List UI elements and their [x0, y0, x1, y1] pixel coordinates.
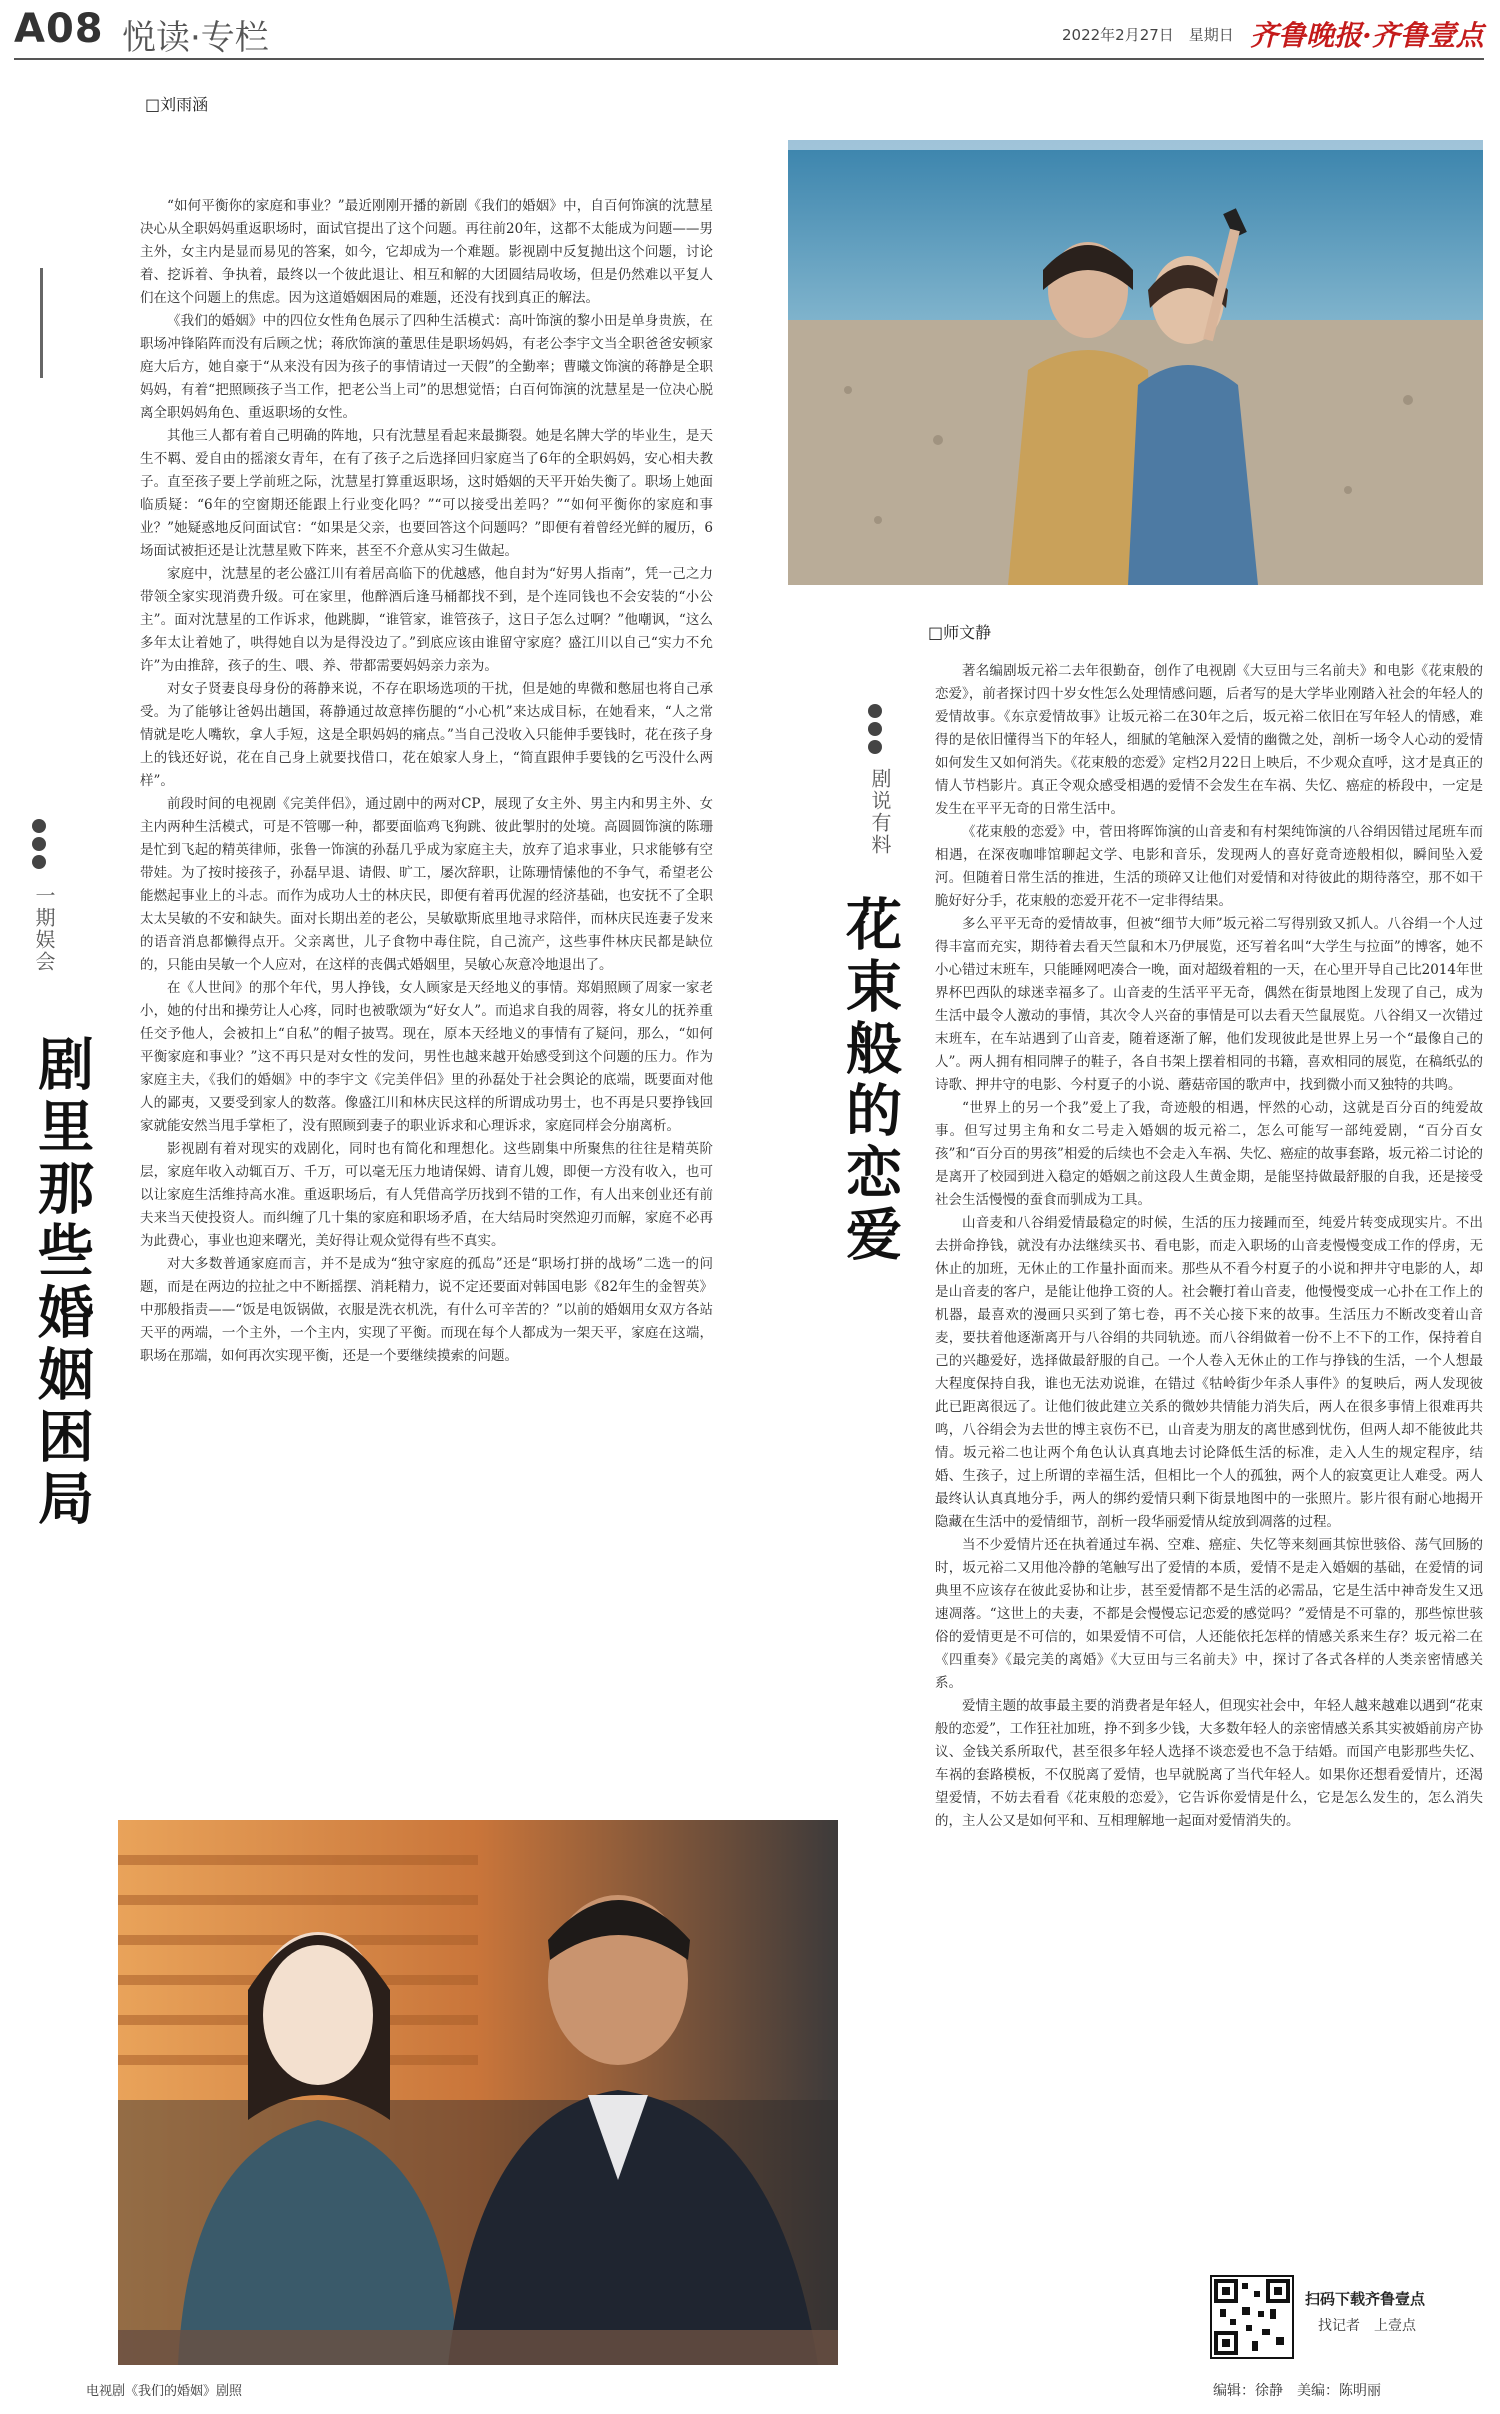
left-deco-line [40, 268, 43, 378]
left-article-body [140, 195, 713, 1790]
right-article-title: 花束般的恋爱 [837, 895, 903, 1267]
editor-credits: 编辑：徐静 美编：陈明丽 [1213, 2383, 1381, 2399]
right-paragraph: 爱情主题的故事最主要的消费者是年轻人，但现实社会中，年轻人越来越难以遇到“花束般的恋爱”，工作狂社加班，挣不到多少钱，大多数年轻人的亲密情感关系其实被婚前房产协议、金钱关系所取代，甚至很多年轻人选择不谈恋爱也不急于结婚。而国产电影那些失忆、车祸的套路模板，不仅脱离了爱情，也早就脱离了当代年轻人。如果你还想看爱情片，还渴望爱情，不妨去看看《花束般的恋爱》，它告诉你爱情是什么，它是怎么发生的，怎么消失的，主人公又是如何平和、互相理解地一起面对爱情消失的。 [935, 1698, 1483, 1829]
left-column-tag: 一期娱会 [32, 885, 56, 973]
qr-code[interactable] [1210, 2275, 1294, 2359]
qr-label-primary: 扫码下载齐鲁壹点 [1305, 2290, 1426, 2308]
qr-pattern [1212, 2277, 1292, 2357]
qr-label-secondary: 找记者 上壹点 [1318, 2318, 1416, 2334]
left-paragraph: 其他三人都有着自己明确的阵地，只有沈慧星看起来最撕裂。她是名牌大学的毕业生，是天生不羁、爱自由的摇滚女青年，在有了孩子之后选择回归家庭当了6年的全职妈妈，安心相夫教子。直至孩子要上学前班之际，沈慧星打算重返职场，这时婚姻的天平开始失衡了。职场上她面临质疑：“6年的空窗期还能跟上行业变化吗？”“可以接受出差吗？”“如何平衡你的家庭和事业？”她疑惑地反问面试官：“如果是父亲，也要回答这个问题吗？”即便有着曾经光鲜的履历，6场面试被拒还是让沈慧星败下阵来，甚至不介意从实习生做起。 [140, 428, 713, 559]
page-header [0, 0, 1500, 62]
left-paragraph: “如何平衡你的家庭和事业？”最近刚刚开播的新剧《我们的婚姻》中，自百何饰演的沈慧星决心从全职妈妈重返职场时，面试官提出了这个问题。再往前20年，这都不太能成为问题——男主外，女主内是显而易见的答案，如今，它却成为一个难题。影视剧中反复抛出这个问题，讨论着、挖诉着、争执着，最终以一个彼此退让、相互和解的大团圆结局收场，但是仍然难以平复人们在这个问题上的焦虑。因为这道婚姻困局的难题，还没有找到真正的解法。 [140, 198, 713, 306]
left-paragraph: 家庭中，沈慧星的老公盛江川有着居高临下的优越感，他自封为“好男人指南”，凭一己之力带领全家实现消费升级。可在家里，他醉酒后逢马桶都找不到，是个连同钱也不会安装的“小公主”。面对沈慧星的工作诉求，他跳脚，“谁管家，谁管孩子，这日子怎么过啊？”他嘲讽，“这么多年太让着她了，哄得她自以为是得没边了。”到底应该由谁留守家庭？盛江川以自己“实力不允许”为由推辞，孩子的生、喂、养、带都需要妈妈亲力亲为。 [140, 566, 713, 674]
right-paragraph: 多么平平无奇的爱情故事，但被“细节大师”坂元裕二写得别致又抓人。八谷绢一个人过得丰富而充实，期待着去看天竺鼠和木乃伊展览，还写着名叫“大学生与拉面”的博客，她不小心错过末班车，只能睡网吧凑合一晚，面对超级着粗的一天，在心里开导自己比2014年世界杯巴西队的球迷幸福多了。山音麦的生活平平无奇，偶然在街景地图上发现了自己，成为生活中最令人激动的事情，其次令人兴奋的事情是可以去看天竺鼠展览。八谷绢又一次错过末班车，在车站遇到了山音麦，随着逐渐了解，他们发现彼此是世界上另一个“最像自己的人”。两人拥有相同牌子的鞋子，各自书架上摆着相同的书籍，喜欢相同的展览，在稿纸弘的诗歌、押井守的电影、今村夏子的小说、蘑菇帝国的歌声中，找到微小而又独特的共鸣。 [935, 916, 1483, 1093]
left-article-title: 剧里那些婚姻困局 [29, 1035, 95, 1531]
left-paragraph: 影视剧有着对现实的戏剧化，同时也有简化和理想化。这些剧集中所聚焦的往往是精英阶层，家庭年收入动辄百万、千万，可以毫无压力地请保姆、请育儿嫂，即便一方没有收入，也可以让家庭生活维持高水准。重返职场后，有人凭借高学历找到不错的工作，有人出来创业还有前夫来当天使投资人。而纠缠了几十集的家庭和职场矛盾，在大结局时突然迎刃而解，家庭不必再为此费心，事业也迎来曙光，美好得让观众觉得有些不真实。 [140, 1141, 713, 1249]
right-paragraph: 当不少爱情片还在执着通过车祸、空难、癌症、失忆等来刻画其惊世骇俗、荡气回肠的时，坂元裕二又用他冷静的笔触写出了爱情的本质，爱情不是走入婚姻的基础，在爱情的词典里不应该存在彼此妥协和让步，甚至爱情都不是生活的必需品，它是生活中神奇发生又迅速凋落。“这世上的夫妻，不都是会慢慢忘记恋爱的感觉吗？”爱情是不可靠的，那些惊世骇俗的爱情更是不可信的，如果爱情不可信，人还能依托怎样的情感关系来生存？坂元裕二在《四重奏》《最完美的离婚》《大豆田与三名前夫》中，探讨了各式各样的人类亲密情感关系。 [935, 1537, 1483, 1691]
right-column-dots [868, 700, 882, 758]
film-still-photo [788, 140, 1483, 585]
left-paragraph: 《我们的婚姻》中的四位女性角色展示了四种生活模式：高叶饰演的黎小田是单身贵族，在职场冲锋陷阵而没有后顾之忧；蒋欣饰演的董思佳是职场妈妈，有老公李宇文当全职爸爸安顿家庭大后方，她自豪于“从来没有因为孩子的事情请过一天假”的全勤率；曹曦文饰演的蒋静是全职妈妈，有着“把照顾孩子当工作，把老公当上司”的思想觉悟；白百何饰演的沈慧星是一位决心脱离全职妈妈角色、重返职场的女性。 [140, 313, 713, 421]
header-rule [14, 58, 1484, 60]
section-name: 悦读·专栏 [122, 18, 269, 58]
drama-still-photo [118, 1820, 838, 2365]
right-paragraph: 《花束般的恋爱》中，菅田将晖饰演的山音麦和有村架纯饰演的八谷绢因错过尾班车而相遇，在深夜咖啡馆聊起文学、电影和音乐，发现两人的喜好竟奇迹般相似，瞬间坠入爱河。但随着日常生活的推进，生活的琐碎又让他们对爱情和对待彼此的期待落空，那不如干脆好好分手，花束般的恋爱开花不一定非得结果。 [935, 824, 1483, 909]
right-paragraph: 山音麦和八谷绢爱情最稳定的时候，生活的压力接踵而至，纯爱片转变成现实片。不出去拼命挣钱，就没有办法继续买书、看电影，而走入职场的山音麦慢慢变成工作的俘虏，无休止的加班，无休止的工作量扑面而来。那些从不看今村夏子的小说和押井守电影的人，却是山音麦的客户，是能让他挣工资的人。社会鞭打着山音麦，他慢慢变成一心扑在工作上的机器，最喜欢的漫画只买到了第七卷，再不关心接下来的故事。生活压力不断改变着山音麦，要扶着他逐渐离开与八谷绢的共同轨迹。而八谷绢做着一份不上不下的工作，保持着自己的兴趣爱好，选择做最舒服的自己。一个人卷入无休止的工作与挣钱的生活，一个人想最大程度保持自我，谁也无法劝说谁，在错过《牯岭街少年杀人事件》的复映后，两人发现彼此已距离很远了。让他们彼此建立关系的微妙共情能力消失后，两人在很多事情上很难再共鸣，八谷绢会为去世的博主哀伤不已，山音麦为朋友的离世感到忧伤，但两人却不能彼此共情。坂元裕二也让两个角色认认真真地去讨论降低生活的标准，走入人生的规定程序，结婚、生孩子，过上所谓的幸福生活，但相比一个人的孤独，两个人的寂寞更让人难受。两人最终认认真真地分手，两人的绑约爱情只剩下街景地图中的一张照片。影片很有耐心地揭开隐藏在生活中的爱情细节，剖析一段华丽爱情从绽放到凋落的过程。 [935, 1215, 1483, 1530]
right-paragraph: 著名编剧坂元裕二去年很勤奋，创作了电视剧《大豆田与三名前夫》和电影《花束般的恋爱》，前者探讨四十岁女性怎么处理情感问题，后者写的是大学毕业刚踏入社会的年轻人的爱情故事。《东京爱情故事》让坂元裕二在30年之后，坂元裕二依旧在写年轻人的情感，难得的是依旧懂得当下的年轻人，细腻的笔触深入爱情的幽微之处，剖析一场令人心动的爱情如何发生又如何消失。《花束般的恋爱》定档2月22日上映后，不少观众直呼，这才是真正的情人节档影片。真正令观众感受相遇的爱情不会发生在车祸、失忆、癌症的桥段中，一定是发生在平平无奇的日常生活中。 [935, 663, 1483, 817]
left-paragraph: 前段时间的电视剧《完美伴侣》，通过剧中的两对CP，展现了女主外、男主内和男主外、女主内两种生活模式，可是不管哪一种，都要面临鸡飞狗跳、彼此掣肘的处境。高圆圆饰演的陈珊是忙到飞起的精英律师，张鲁一饰演的孙磊几乎成为家庭主夫，放弃了追求事业，只求能够有空带娃。为了按时接孩子，孙磊早退、请假、旷工，屡次辞职，让陈珊情愫他的不争气，希望老公能燃起事业上的斗志。而作为成功人士的林庆民，即便有着再优渥的经济基础，也安抚不了全职太太吴敏的不安和缺失。面对长期出差的老公，吴敏歇斯底里地寻求陪伴，而林庆民连妻子发来的语音消息都懒得点开。父亲离世，儿子食物中毒住院，自己流产，这些事件林庆民都是缺位的，只能由吴敏一个人应对，在这样的丧偶式婚姻里，吴敏心灰意冷地退出了。 [140, 796, 713, 973]
newspaper-logo: 齐鲁晚报·齐鲁壹点 [1250, 19, 1484, 52]
right-article-body [935, 660, 1483, 2180]
right-author: □师文静 [928, 623, 992, 642]
left-column-dots [32, 815, 46, 873]
left-paragraph: 在《人世间》的那个年代，男人挣钱，女人顾家是天经地义的事情。郑娟照顾了周家一家老小，她的付出和操劳让人心疼，同时也被歌颂为“好女人”。而追求自我的周蓉，将女儿的抚养重任交予他人，会被扣上“自私”的帽子披骂。现在，原本天经地义的事情有了疑问，那么，“如何平衡家庭和事业？”这不再只是对女性的发问，男性也越来越开始感受到这个问题的压力。作为家庭主夫，《我们的婚姻》中的李宇文《完美伴侣》里的孙磊处于社会舆论的底端，既要面对他人的鄙夷，又要受到家人的数落。像盛江川和林庆民这样的所谓成功男士，也不再是只要挣钱回家就能安然当甩手掌柜了，没有照顾到妻子的职业诉求和心理诉求，家庭同样会分崩离析。 [140, 980, 713, 1134]
page-code: A08 [14, 6, 104, 52]
drama-still-illustration [118, 1820, 838, 2365]
photo-caption: 电视剧《我们的婚姻》剧照 [86, 2384, 243, 2399]
left-paragraph: 对大多数普通家庭而言，并不是成为“独守家庭的孤岛”还是“职场打拼的战场”二选一的问题，而是在两边的拉扯之中不断摇摆、消耗精力，说不定还要面对韩国电影《82年生的金智英》中那般指责——“饭是电饭锅做，衣服是洗衣机洗，有什么可辛苦的？”以前的婚姻用女双方各站天平的两端，一个主外，一个主内，实现了平衡。而现在每个人都成为一架天平，家庭在这端，职场在那端，如何再次实现平衡，还是一个要继续摸索的问题。 [140, 1256, 713, 1364]
film-still-illustration [788, 140, 1483, 585]
issue-date: 2022年2月27日 星期日 [1062, 26, 1234, 44]
left-paragraph: 对女子贤妻良母身份的蒋静来说，不存在职场选项的干扰，但是她的卑微和憋屈也将自己承受。为了能够让爸妈出趟国，蒋静通过故意摔伤腿的“小心机”来达成目标，在她看来，“人之常情就是吃人嘴软，拿人手短，这是全职妈妈的痛点。”当自己没收入只能伸手要钱时，花在孩子身上的钱还好说，花在自己身上就要找借口，花在娘家人身上，“简直跟伸手要钱的乞丐没什么两样”。 [140, 681, 713, 789]
right-paragraph: “世界上的另一个我”爱上了我，奇迹般的相遇，怦然的心动，这就是百分百的纯爱故事。但写过男主角和女二号走入婚姻的坂元裕二，怎么可能写一部纯爱剧，“百分百女孩”和“百分百的男孩”相爱的后续也不会走入车祸、失忆、癌症的故事套路，坂元裕二讨论的是离开了校园到进入稳定的婚姻之前这段人生黄金期，是能坚持做最舒服的自我，还是接受社会生活慢慢的蚕食而驯成为工具。 [935, 1100, 1483, 1208]
left-author: □刘雨涵 [145, 95, 209, 114]
right-column-tag: 剧说有料 [868, 768, 892, 856]
